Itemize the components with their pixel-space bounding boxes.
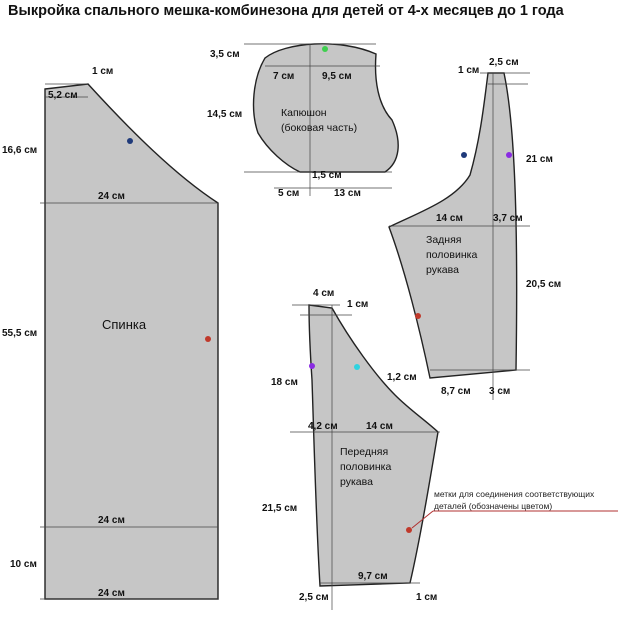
back-marker-red (205, 336, 211, 342)
bs-dim-top-right: 2,5 см (489, 57, 519, 68)
bs-dim-bottom-step: 1,2 см (387, 372, 417, 383)
back-label: Спинка (102, 317, 147, 332)
note-line2: деталей (обозначены цветом) (434, 501, 553, 511)
bs-label-line3: рукава (426, 264, 459, 276)
fs-label-line3: рукава (340, 476, 373, 488)
fs-dim-bottom-width: 9,7 см (358, 571, 388, 582)
pattern-title: Выкройка спального мешка-комбинезона для детей от 4-х месяцев до 1 года (8, 3, 564, 19)
back-dim-armhole-height: 16,6 см (2, 145, 38, 156)
back-sleeve-shape (389, 73, 517, 378)
back-dim-mid-width: 24 см (98, 515, 125, 526)
bs-marker-navy (461, 152, 467, 158)
hood-dim-bottom-left: 5 см (278, 188, 300, 199)
back-dim-bottom-width: 24 см (98, 588, 125, 599)
fs-marker-cyan (354, 364, 360, 370)
bs-marker-purple (506, 152, 512, 158)
hood-dim-bottom-right: 13 см (334, 188, 361, 199)
fs-dim-top-right: 1 см (347, 299, 369, 310)
back-shape (45, 84, 218, 599)
fs-dim-lower-height: 21,5 см (262, 503, 298, 514)
back-dim-chest-width: 24 см (98, 191, 125, 202)
bs-dim-top-left: 1 см (458, 65, 480, 76)
note-line1: метки для соединения соответствующих (434, 489, 595, 499)
fs-label-line2: половинка (340, 461, 392, 473)
fs-marker-purple (309, 363, 315, 369)
back-dim-top: 1 см (92, 66, 114, 77)
bs-dim-width-right: 3,7 см (493, 213, 523, 224)
marker-note (412, 489, 618, 528)
hood-dim-top-height: 3,5 см (210, 49, 240, 60)
bs-dim-bottom-left: 8,7 см (441, 386, 471, 397)
bs-dim-bottom-right: 3 см (489, 386, 511, 397)
fs-dim-top-left: 4 см (313, 288, 335, 299)
bs-dim-width-left: 14 см (436, 213, 463, 224)
hood-label-line1: Капюшон (281, 107, 327, 119)
hood-dim-bottom-step: 1,5 см (312, 170, 342, 181)
hood-marker-green (322, 46, 328, 52)
bs-dim-upper-height: 21 см (526, 154, 553, 165)
hood-dim-top-right: 9,5 см (322, 71, 352, 82)
back-dim-body-length: 55,5 см (2, 328, 38, 339)
bs-marker-red (415, 313, 421, 319)
back-piece (2, 66, 218, 599)
hood-dim-side-height: 14,5 см (207, 109, 243, 120)
fs-dim-width-left: 4,2 см (308, 421, 338, 432)
fs-dim-upper-height: 18 см (271, 377, 298, 388)
fs-marker-red (406, 527, 412, 533)
front-sleeve-piece (262, 288, 440, 610)
bs-dim-lower-height: 20,5 см (526, 279, 562, 290)
back-marker-navy (127, 138, 133, 144)
fs-dim-bottom-left: 2,5 см (299, 592, 329, 603)
hood-piece (207, 44, 398, 199)
bs-label-line1: Задняя (426, 234, 462, 246)
hood-label-line2: (боковая часть) (281, 122, 358, 134)
hood-dim-top-left: 7 см (273, 71, 295, 82)
back-sleeve-piece (387, 57, 561, 400)
back-dim-shoulder-step: 5,2 см (48, 90, 78, 101)
fs-dim-width-right: 14 см (366, 421, 393, 432)
fs-dim-bottom-right: 1 см (416, 592, 438, 603)
fs-label-line1: Передняя (340, 446, 389, 458)
bs-label-line2: половинка (426, 249, 478, 261)
back-dim-bottom-height: 10 см (10, 559, 37, 570)
